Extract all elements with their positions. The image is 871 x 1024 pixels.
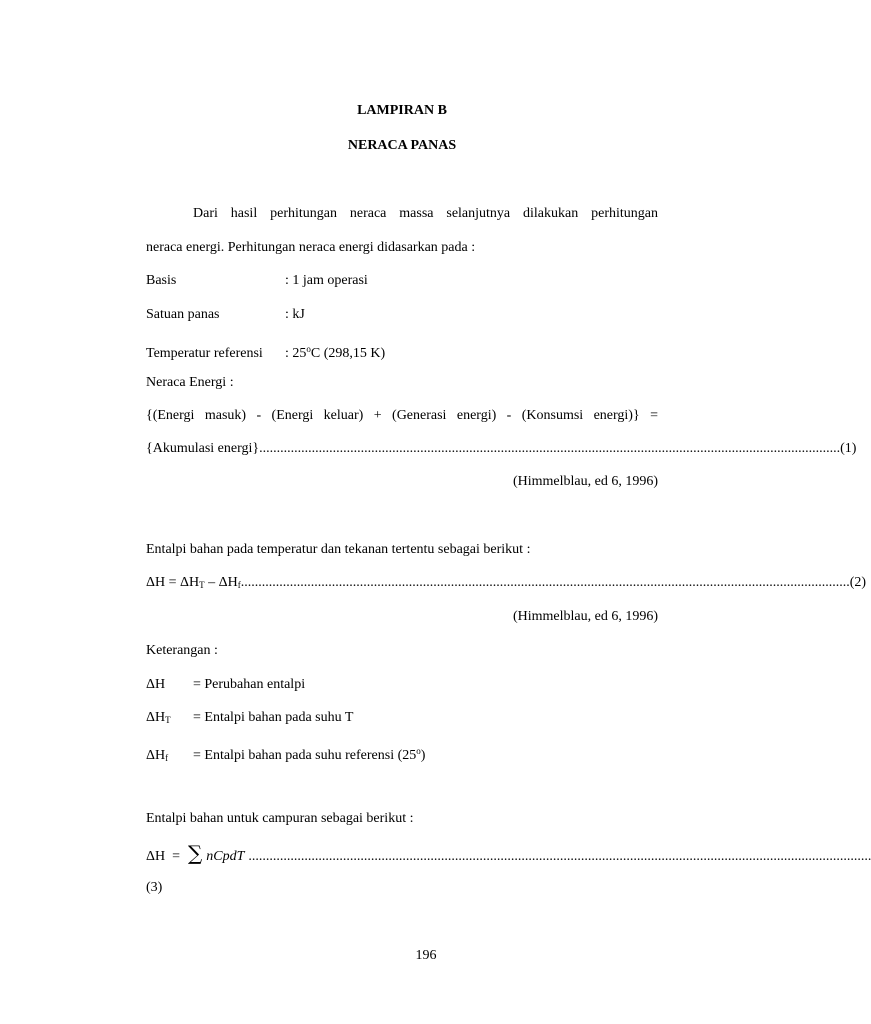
param-value: : 1 jam operasi (285, 273, 368, 288)
equation-number: (3) (146, 880, 163, 895)
note-symbol: $\Delta H_T$ (146, 710, 171, 725)
note-item (146, 709, 658, 729)
param-satuan-panas (146, 306, 658, 324)
param-label: Satuan panas (146, 307, 220, 322)
balance-equation-line-2 (146, 440, 857, 458)
note-description: = Perubahan entalpi (193, 677, 306, 692)
enthalpy-intro: Entalpi bahan pada temperatur dan tekanan tertentu sebagai berikut : (146, 542, 531, 557)
dot-leader: ...................................................................................................................................................................... (259, 441, 841, 456)
equation-number: (2) (849, 575, 867, 590)
balance-title: Neraca Energi : (146, 375, 234, 390)
citation: (Himmelblau, ed 6, 1996) (512, 474, 658, 489)
note-symbol: $\Delta H_f$ (146, 748, 169, 763)
intro-paragraph-line-1: Dari hasil perhitungan neraca massa selanjutnya dilakukan perhitungan (193, 206, 658, 221)
notes-title: Keterangan : (146, 643, 218, 658)
note-item (146, 742, 658, 767)
dot-leader: .................................................................................................................................................................................. (248, 849, 871, 864)
enthalpy-equation-text: $\Delta H = \Delta H_T - \Delta H_f$ (146, 575, 241, 590)
param-label: Basis (146, 273, 177, 288)
balance-equation-text: {Akumulasi energi} (146, 441, 260, 456)
note-description: = Entalpi bahan pada suhu referensi (25$^o$) (193, 746, 426, 763)
mixture-intro: Entalpi bahan untuk campuran sebagai berikut : (146, 811, 414, 826)
page-subtitle: NERACA PANAS (347, 138, 457, 153)
page-title: LAMPIRAN B (357, 103, 447, 118)
note-symbol: ΔH (146, 677, 166, 692)
equation-number: (1) (840, 441, 857, 456)
mixture-equation-lhs: ΔH = (146, 849, 181, 864)
note-description: = Entalpi bahan pada suhu T (193, 710, 354, 725)
param-temperatur-referensi (146, 340, 658, 363)
intro-paragraph-line-2: neraca energi. Perhitungan neraca energi didasarkan pada : (146, 240, 476, 255)
param-value: : kJ (285, 307, 305, 322)
note-item (146, 676, 658, 694)
balance-equation-line-1: {(Energi masuk) - (Energi keluar) + (Generasi energi) - (Konsumsi energi)} = (146, 408, 658, 423)
param-value: : 25$^o$C (298,15 K) (285, 344, 386, 361)
enthalpy-equation (146, 574, 867, 594)
page-number: 196 (415, 948, 437, 963)
sigma-symbol: ∑ (188, 841, 203, 865)
param-label: Temperatur referensi (146, 346, 263, 361)
citation: (Himmelblau, ed 6, 1996) (512, 609, 658, 624)
param-basis (146, 272, 658, 290)
mixture-equation-rhs: nCpdT (206, 849, 245, 864)
mixture-equation (146, 841, 871, 866)
dot-leader: .............................................................................................................................................................................. (240, 575, 850, 590)
